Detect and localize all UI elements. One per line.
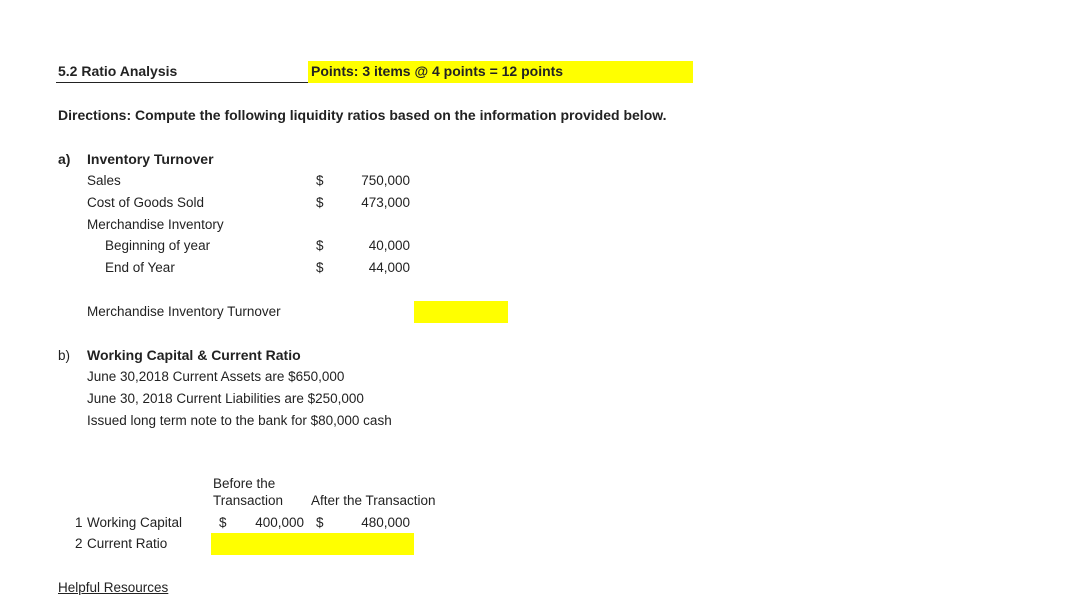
part-a-letter: a) [58,151,71,167]
current-ratio-answer-cell[interactable] [211,533,414,555]
title-underline [56,82,311,83]
working-capital-after: 480,000 [361,515,410,530]
turnover-label: Merchandise Inventory Turnover [87,304,281,319]
points-text: Points: 3 items @ 4 points = 12 points [311,63,564,79]
row-value: 40,000 [368,238,410,253]
row-label: Beginning of year [105,238,211,253]
directions-text: Directions: Compute the following liquidity ratios based on the information provided below. [58,107,667,123]
row-value: 750,000 [361,173,410,188]
col-header-after: After the Transaction [311,493,436,508]
turnover-answer-cell[interactable] [414,301,508,323]
row-currency: $ [316,260,324,275]
row-value: 473,000 [361,195,410,210]
part-b-letter: b) [58,348,71,363]
row-number: 2 [75,536,83,551]
row-value: 44,000 [368,260,410,275]
row-currency: $ [316,195,324,210]
row-label: Current Ratio [87,536,168,551]
part-b-heading: Working Capital & Current Ratio [87,347,301,363]
row-label: Working Capital [87,515,183,530]
row-label: Merchandise Inventory [87,217,224,232]
row-currency: $ [219,515,227,530]
working-capital-before: 400,000 [255,515,304,530]
row-currency: $ [316,173,324,188]
part-a-heading: Inventory Turnover [87,151,214,167]
section-title: 5.2 Ratio Analysis [58,63,178,79]
row-label: Cost of Goods Sold [87,195,205,210]
col-header-before: Before the [213,476,276,491]
row-currency: $ [316,515,324,530]
row-label: End of Year [105,260,175,275]
helpful-resources-link[interactable]: Helpful Resources [58,580,169,595]
col-header-before: Transaction [213,493,284,508]
row-number: 1 [75,515,83,530]
info-line: June 30, 2018 Current Liabilities are $250,000 [87,391,364,406]
row-label: Sales [87,173,121,188]
info-line: June 30,2018 Current Assets are $650,000 [87,369,345,384]
info-line: Issued long term note to the bank for $80,000 cash [87,413,392,428]
row-currency: $ [316,238,324,253]
